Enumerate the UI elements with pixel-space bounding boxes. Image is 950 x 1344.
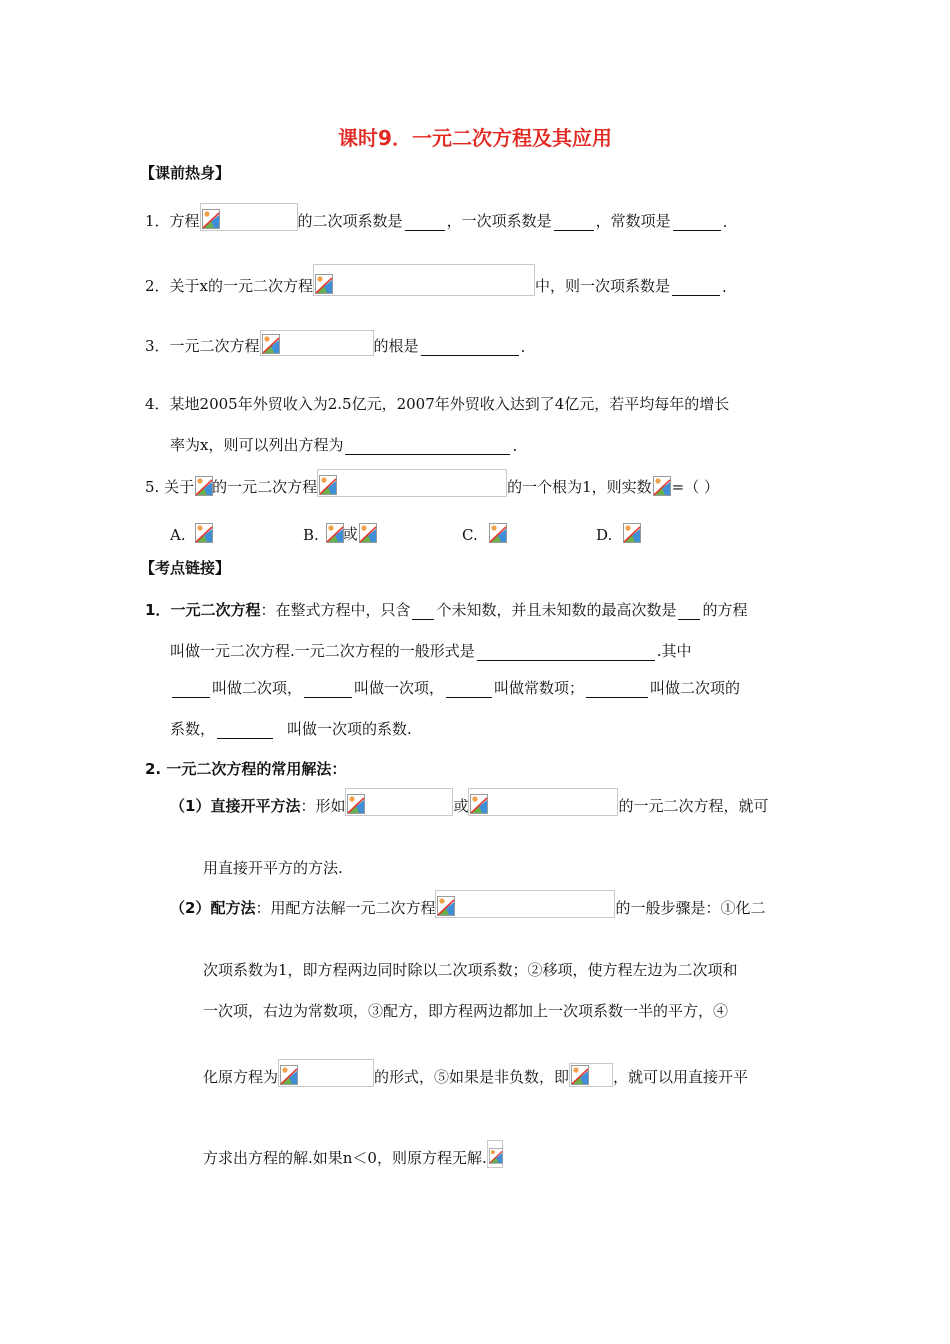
broken-image-icon [195,476,213,496]
equation-image [435,890,615,918]
equation-image [345,788,453,816]
option-b[interactable]: B. 或 [303,518,376,544]
broken-image-icon [319,475,337,495]
equation-image [200,203,298,231]
variable-image [652,475,672,497]
point-2-sub-2-line-4: 化原方程为 的形式，⑤如果是非负数，即 ，就可以用直接开平 [203,1053,748,1087]
point-2-sub-2-line-2: 次项系数为1，即方程两边同时除以二次项系数；②移项，使方程左边为二次项和 [203,961,738,979]
option-image [194,522,212,544]
point-2-sub-1-line-2: 用直接开平方的方法. [203,859,343,877]
answer-blank[interactable] [673,212,721,231]
point-2-sub-2: （2） 配方法 ：用配方法解一元二次方程 的一般步骤是：①化二 [170,884,765,918]
option-image [488,522,502,544]
answer-blank[interactable] [172,679,210,698]
equation-image [278,1059,374,1087]
point-2-heading: 2. 一元二次方程的常用解法： [145,760,347,778]
answer-blank[interactable] [405,212,445,231]
broken-image-icon [280,1065,298,1085]
answer-blank[interactable] [421,337,519,356]
equation-image [260,330,374,356]
point-1-line-3: 叫做二次项， 叫做一次项， 叫做常数项； 叫做二次项的 [170,664,740,698]
point-1-line-4: 系数， 叫做一次项的系数. [170,720,412,738]
broken-image-icon [623,523,641,543]
option-a[interactable]: A. [170,518,212,544]
broken-image-icon [195,523,213,543]
broken-image-icon [326,523,344,543]
question-4-line-1: 4．某地2005年外贸收入为2.5亿元，2007年外贸收入达到了4亿元，若平均每年的增长 [145,395,730,413]
answer-blank[interactable] [554,212,594,231]
equation-image [569,1063,613,1087]
broken-image-icon [470,794,488,814]
option-image [358,522,376,544]
equation-image [487,1140,503,1168]
question-3: 3．一元二次方程 的根是 . [145,322,525,356]
point-1-line-2: 叫做一元二次方程.一元二次方程的一般形式是 .其中 [170,642,692,660]
question-5: 5. 关于 的一元二次方程 的一个根为1，则实数 =（ ） [145,463,719,497]
answer-blank[interactable] [586,679,648,698]
answer-blank[interactable] [345,436,510,455]
answer-blank[interactable] [678,601,700,620]
broken-image-icon [315,274,333,294]
answer-blank[interactable] [446,679,492,698]
equation-image [317,469,507,497]
broken-image-icon [571,1065,589,1085]
page-title: 课时9．一元二次方程及其应用 [338,126,612,150]
broken-image-icon [437,896,455,916]
section-heading-key-points: 【考点链接】 [140,559,231,577]
option-image [325,522,343,544]
equation-image [313,264,535,296]
answer-blank[interactable] [217,720,273,739]
answer-blank[interactable] [672,277,720,296]
question-1: 1．方程 的二次项系数是 ，一次项系数是 ，常数项是 . [145,197,727,231]
point-2-sub-2-line-5: 方求出方程的解.如果n＜0，则原方程无解. [203,1134,503,1168]
point-2-sub-1: （1） 直接开平方法 ：形如 或 的一元二次方程，就可 [170,782,769,816]
broken-image-icon [359,523,377,543]
question-2: 2．关于x的一元二次方程 中，则一次项系数是 . [145,262,727,296]
answer-blank[interactable] [304,679,352,698]
broken-image-icon [202,209,220,229]
answer-blank[interactable] [412,601,434,620]
broken-image-icon [347,794,365,814]
point-2-sub-2-line-3: 一次项，右边为常数项，③配方，即方程两边都加上一次项系数一半的平方，④ [203,1002,729,1020]
option-image [622,522,646,544]
option-c[interactable]: C. [462,518,502,544]
broken-image-icon [653,476,671,496]
broken-image-icon [489,523,507,543]
broken-image-icon [489,1146,503,1166]
option-d[interactable]: D. [596,518,646,544]
question-4-line-2: 率为x，则可以列出方程为 . [170,436,518,455]
equation-image [468,788,618,816]
broken-image-icon [262,334,280,354]
point-1-line-1: 1． 一元二次方程 ：在整式方程中，只含 个未知数，并且未知数的最高次数是 的方程 [145,601,748,619]
answer-blank[interactable] [477,642,655,661]
section-heading-warmup: 【课前热身】 [140,164,231,182]
variable-image [194,475,212,497]
